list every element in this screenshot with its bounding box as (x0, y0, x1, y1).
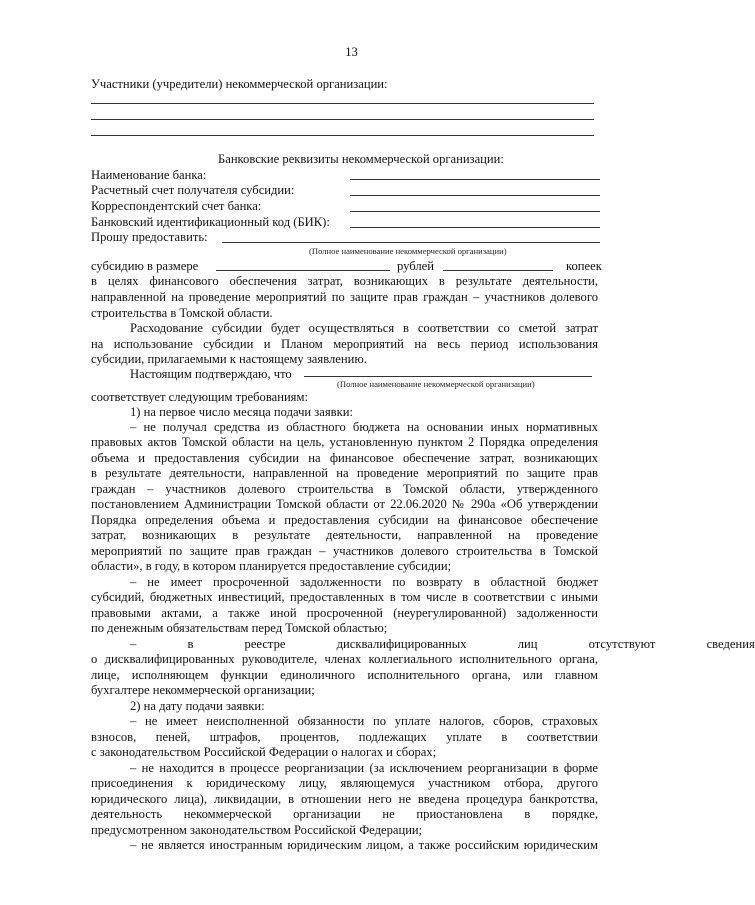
bik-line (350, 227, 600, 228)
req-line-9: Порядка определения объема и предоставления субсидии на финансовое обеспечение (91, 513, 598, 527)
req-line-5: объема и предоставления субсидии на финансовое обеспечение затрат, возникающих (91, 451, 598, 465)
req-line-23: взносов, пеней, штрафов, процентов, подлежащих уплате в соответствии (91, 730, 598, 744)
req-line-25: – не находится в процессе реорганизации (за исключением реорганизации в форме (130, 761, 598, 775)
bik-label: Банковский идентификационный код (БИК): (91, 215, 330, 229)
account-line (350, 195, 600, 196)
corr-account-line (350, 211, 600, 212)
org-name-line (222, 242, 600, 243)
purpose-line-3: строительства в Томской области. (91, 306, 273, 320)
req-line-13: – не имеет просроченной задолженности по возврату в областной бюджет (130, 575, 598, 589)
corr-account-label: Корреспондентский счет банка: (91, 199, 262, 213)
rubles-label: рублей (397, 259, 434, 273)
req-line-1: соответствует следующим требованиям: (91, 390, 308, 404)
confirm-line (304, 376, 592, 377)
req-line-4: правовых актов Томской области на цель, установленную пунктом 2 Порядка определения (91, 435, 598, 449)
req-line-17: – в реестре дисквалифицированных лиц отсутствуют сведения (130, 637, 755, 651)
req-line-8: постановлением Администрации Томской области от 22.06.2020 № 290а «Об утверждении (91, 497, 598, 511)
founders-line-2 (91, 119, 594, 120)
org-name-caption: (Полное наименование некоммерческой организации) (309, 246, 507, 256)
account-label: Расчетный счет получателя субсидии: (91, 183, 295, 197)
req-line-19: лице, исполняющем функции единоличного исполнительного органа, или главном (91, 668, 598, 682)
req-line-16: по денежным обязательствам перед Томской областью; (91, 621, 388, 635)
req-line-21: 2) на дату подачи заявки: (130, 699, 265, 713)
req-line-7: граждан – участников долевого строительства в Томской области, утвержденного (91, 482, 598, 496)
req-line-24: с законодательством Российской Федерации о налогах и сборах; (91, 745, 437, 759)
req-line-14: субсидий, бюджетных инвестиций, предоставленных в том числе в соответствии с иными (91, 590, 598, 604)
confirm-text: Настоящим подтверждаю, что (130, 367, 292, 381)
req-line-30: – не является иностранным юридическим лицом, а также российским юридическим (130, 838, 598, 852)
spending-line-3: субсидии, прилагаемыми к настоящему заявлению. (91, 352, 367, 366)
req-line-11: мероприятий по защите прав граждан – участников долевого строительства в Томской (91, 544, 598, 558)
kopecks-label: копеек (566, 259, 602, 273)
req-line-29: предусмотренном законодательством Российской Федерации; (91, 823, 423, 837)
rubles-line (216, 270, 390, 271)
req-line-12: области», в году, в котором планируется предоставление субсидии; (91, 559, 452, 573)
req-line-28: деятельность некоммерческой организации не приостановлена в порядке, (91, 807, 598, 821)
founders-line-3 (91, 135, 594, 136)
founders-line-1 (91, 103, 594, 104)
req-line-15: правовыми актами, а также иной просроченной (неурегулированной) задолженности (91, 606, 598, 620)
spending-line-1: Расходование субсидии будет осуществляться в соответствии со сметой затрат (130, 321, 598, 335)
kopecks-line (443, 270, 553, 271)
bank-name-label: Наименование банка: (91, 168, 207, 182)
subsidy-prefix: субсидию в размере (91, 259, 199, 273)
purpose-line-2: направленной на проведение мероприятий по защите прав граждан – участников долевого (91, 290, 598, 304)
req-line-10: затрат, возникающих в результате деятельности, направленной на проведение (91, 528, 598, 542)
request-label: Прошу предоставить: (91, 230, 208, 244)
req-line-18: о дисквалифицированных руководителе, членах коллегиального исполнительного органа, (91, 652, 598, 666)
req-line-27: юридического лица), ликвидации, в отношении него не введена процедура банкротства, (91, 792, 598, 806)
purpose-line-1: в целях финансового обеспечения затрат, возникающих в результате деятельности, (91, 274, 598, 288)
req-line-26: присоединения к юридическому лицу, являющемуся участником отбора, другого (91, 776, 598, 790)
page-number: 13 (345, 45, 358, 59)
req-line-6: в результате деятельности, направленной на проведение мероприятий по защите прав (91, 466, 598, 480)
req-line-3: – не получал средства из областного бюджета на основании иных нормативных (130, 420, 598, 434)
spending-line-2: на использование субсидии и Планом мероприятий на весь период использования (91, 337, 598, 351)
founders-label: Участники (учредители) некоммерческой организации: (91, 77, 388, 91)
confirm-caption: (Полное наименование некоммерческой организации) (337, 379, 535, 389)
req-line-20: бухгалтере некоммерческой организации; (91, 683, 315, 697)
req-line-2: 1) на первое число месяца подачи заявки: (130, 405, 353, 419)
bank-heading: Банковские реквизиты некоммерческой организации: (218, 152, 504, 166)
req-line-22: – не имеет неисполненной обязанности по уплате налогов, сборов, страховых (130, 714, 598, 728)
bank-name-line (350, 179, 600, 180)
